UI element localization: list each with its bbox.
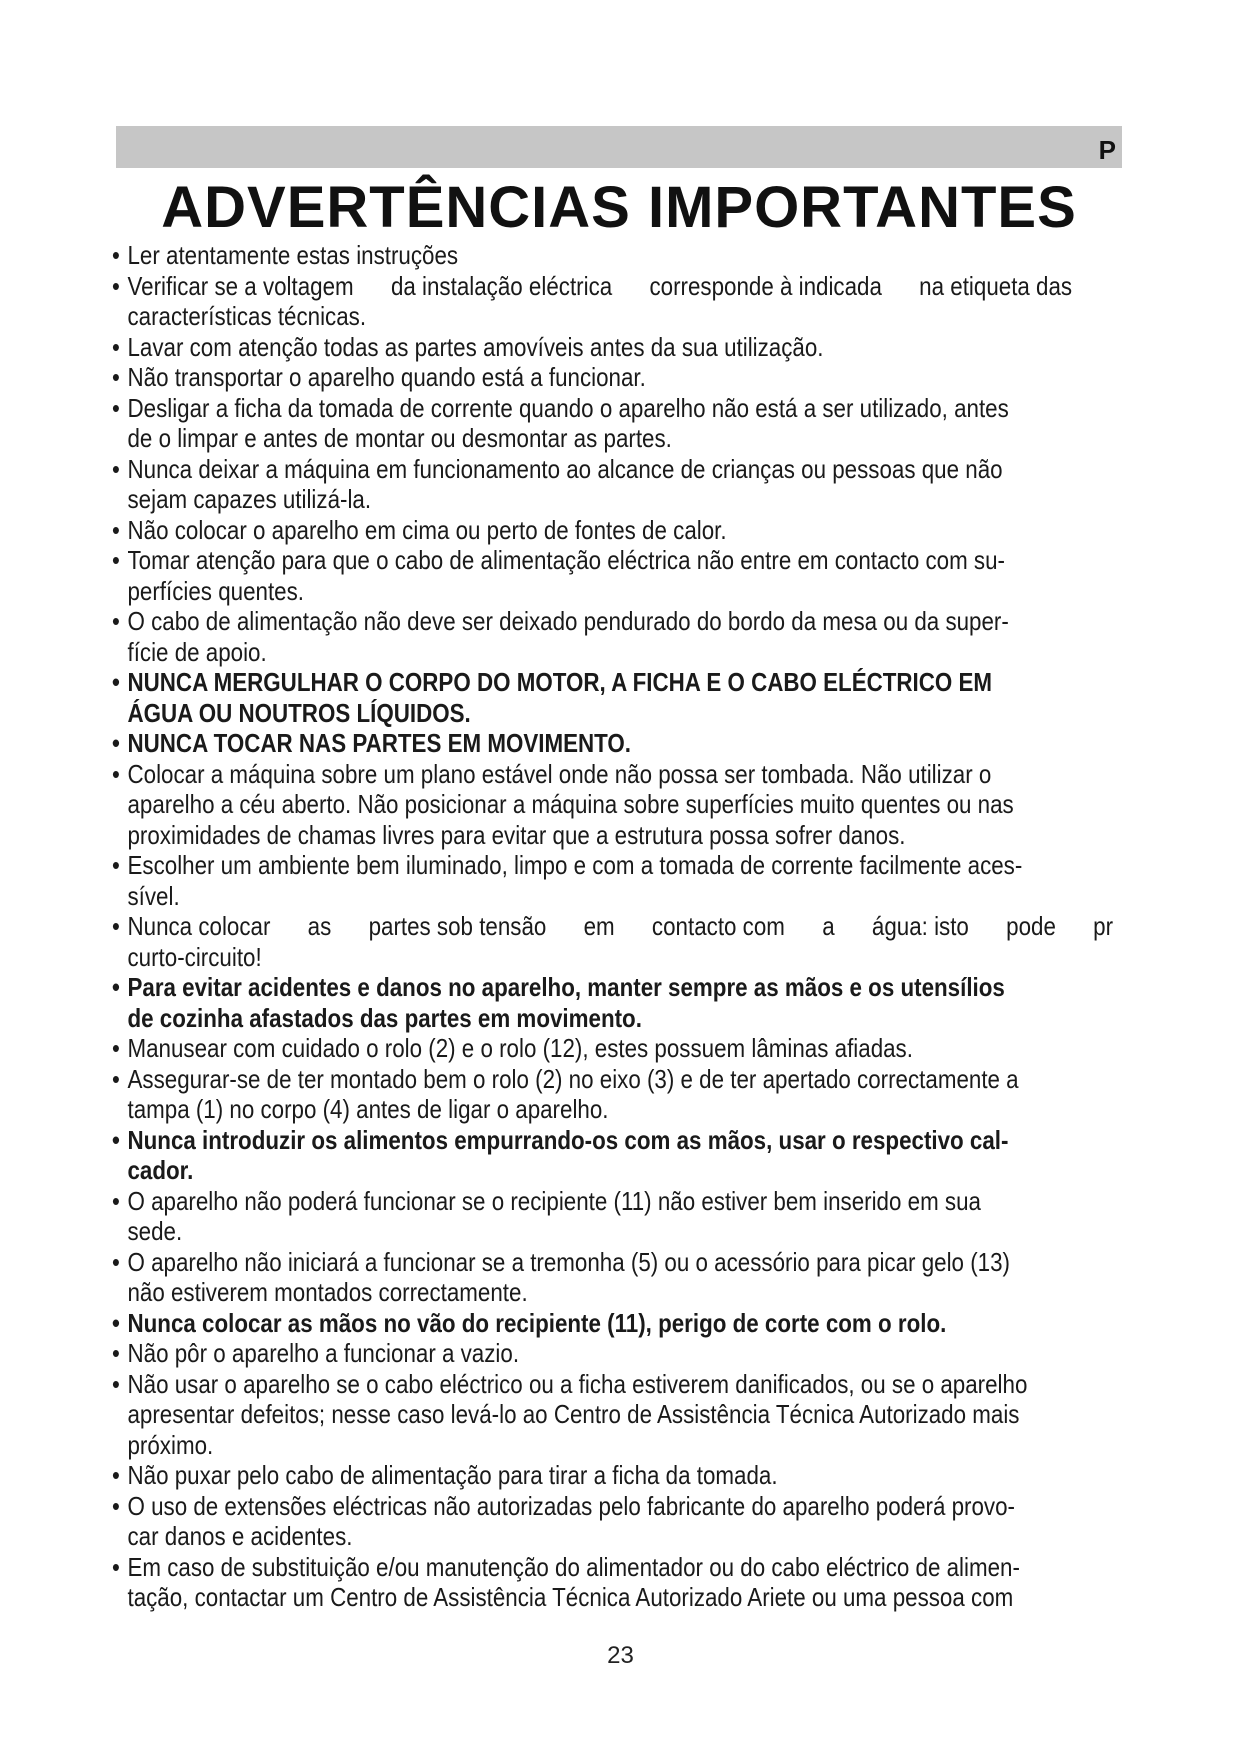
warning-line: • NUNCA MERGULHAR O CORPO DO MOTOR, A FICHA E O CABO ELÉCTRICO EM (127, 667, 993, 697)
warning-line: • Escolher um ambiente bem iluminado, limpo e com a tomada de corrente facilmente aces- (127, 850, 1023, 880)
warning-line: de o limpar e antes de montar ou desmontar as partes. (127, 423, 672, 453)
warning-line: curto-circuito! (127, 941, 262, 972)
warning-line: proximidades de chamas livres para evitar que a estrutura possa sofrer danos. (127, 819, 906, 850)
warning-line: • O aparelho não iniciará a funcionar se a tremonha (5) ou o acessório para picar gelo (13) (127, 1246, 1010, 1277)
language-code: P (1098, 135, 1116, 165)
warning-line: sejam capazes utilizá-la. (127, 484, 372, 514)
warning-line: • Não transportar o aparelho quando está a funcionar. (127, 362, 646, 392)
warning-item (112, 1308, 1135, 1339)
warning-item (112, 850, 1135, 911)
warning-item (112, 1186, 1135, 1247)
warning-line: • Assegurar-se de ter montado bem o rolo (2) no eixo (3) e de ter apertado correctamente a (127, 1063, 1019, 1094)
warning-item (112, 1247, 1135, 1308)
warning-item (112, 1369, 1135, 1461)
warning-item (112, 545, 1135, 606)
warning-line: • Não puxar pelo cabo de alimentação para tirar a ficha da tomada. (127, 1460, 778, 1490)
warning-line: • Em caso de substituição e/ou manutenção do alimentador ou do cabo eléctrico de alimen- (127, 1551, 1020, 1582)
warning-item (112, 1033, 1135, 1064)
warning-line: • Ler atentamente estas instruções (127, 240, 459, 270)
warning-line: • O uso de extensões eléctricas não autorizadas pelo fabricante do aparelho poderá provo- (127, 1490, 1016, 1521)
warning-item (112, 454, 1135, 515)
warning-line: cador. (127, 1155, 194, 1185)
warning-line: aparelho a céu aberto. Não posicionar a máquina sobre superfícies muito quentes ou nas (127, 789, 1014, 819)
warning-line: • Verificar se a voltagem da instalação eléctrica corresponde à indicada na etiqueta das (127, 270, 1073, 301)
warning-item (112, 606, 1135, 667)
warning-line: • O aparelho não poderá funcionar se o recipiente (11) não estiver bem inserido em sua (127, 1185, 981, 1216)
language-tab-bar (116, 126, 1122, 168)
warning-item (112, 332, 1135, 363)
warning-line: características técnicas. (127, 301, 367, 331)
warning-line: tação, contactar um Centro de Assistência Técnica Autorizado Ariete ou uma pessoa com (127, 1582, 1014, 1612)
warning-line: • Não usar o aparelho se o cabo eléctrico ou a ficha estiverem danificados, ou se o aparelho (127, 1368, 1028, 1399)
warning-item (112, 515, 1135, 546)
warning-item (112, 728, 1135, 759)
warning-item (112, 1491, 1135, 1552)
warning-line: • Nunca colocar as partes sob tensão em contacto com a água: isto pode pr (127, 911, 1114, 941)
warning-line: não estiverem montados correctamente. (127, 1277, 528, 1307)
warning-item (112, 1125, 1135, 1186)
warning-line: • Nunca introduzir os alimentos empurrando-os com as mãos, usar o respectivo cal- (127, 1124, 1009, 1155)
warning-item (112, 759, 1135, 851)
warning-line: • O cabo de alimentação não deve ser deixado pendurado do bordo da mesa ou da super- (127, 606, 1009, 636)
warning-line: • Nunca deixar a máquina em funcionamento ao alcance de crianças ou pessoas que não (127, 453, 1003, 484)
warning-line: car danos e acidentes. (127, 1521, 353, 1551)
warning-line: perfícies quentes. (127, 575, 304, 606)
warning-line: fície de apoio. (127, 636, 267, 667)
warning-item (112, 362, 1135, 393)
warning-line: ÁGUA OU NOUTROS LÍQUIDOS. (127, 697, 471, 728)
warning-item (112, 271, 1135, 332)
warning-line: sede. (127, 1216, 183, 1246)
page-number: 23 (607, 1642, 634, 1669)
warning-line: de cozinha afastados das partes em movimento. (127, 1002, 642, 1033)
warning-line: próximo. (127, 1429, 214, 1460)
warning-line: • Para evitar acidentes e danos no aparelho, manter sempre as mãos e os utensílios (127, 972, 1005, 1002)
warning-line: • Manusear com cuidado o rolo (2) e o rolo (12), estes possuem lâminas afiadas. (127, 1033, 913, 1063)
warning-item (112, 1460, 1135, 1491)
warning-line: tampa (1) no corpo (4) antes de ligar o aparelho. (127, 1094, 609, 1124)
warning-line: apresentar defeitos; nesse caso levá-lo ao Centro de Assistência Técnica Autorizado mais (127, 1399, 1020, 1429)
warning-line: • Não pôr o aparelho a funcionar a vazio. (127, 1338, 520, 1368)
warning-line: • Colocar a máquina sobre um plano estável onde não possa ser tombada. Não utilizar o (127, 758, 992, 789)
warning-item (112, 393, 1135, 454)
warning-line: sível. (127, 880, 180, 911)
warning-item (112, 240, 1135, 271)
warning-line: • Desligar a ficha da tomada de corrente quando o aparelho não está a ser utilizado, antes (127, 392, 1009, 423)
warning-line: • Lavar com atenção todas as partes amovíveis antes da sua utilização. (127, 331, 824, 362)
warning-item (112, 911, 1135, 972)
warnings-list (112, 240, 1135, 1613)
warning-line: • Não colocar o aparelho em cima ou perto de fontes de calor. (127, 514, 727, 545)
warning-item (112, 1064, 1135, 1125)
warning-line: • Nunca colocar as mãos no vão do recipiente (11), perigo de corte com o rolo. (127, 1307, 947, 1338)
warning-item (112, 1552, 1135, 1613)
warning-item (112, 972, 1135, 1033)
warning-line: • NUNCA TOCAR NAS PARTES EM MOVIMENTO. (127, 728, 632, 758)
page-title: ADVERTÊNCIAS IMPORTANTES (161, 175, 1077, 240)
warning-item (112, 667, 1135, 728)
warning-line: • Tomar atenção para que o cabo de alimentação eléctrica não entre em contacto com su- (127, 545, 1006, 575)
warning-item (112, 1338, 1135, 1369)
